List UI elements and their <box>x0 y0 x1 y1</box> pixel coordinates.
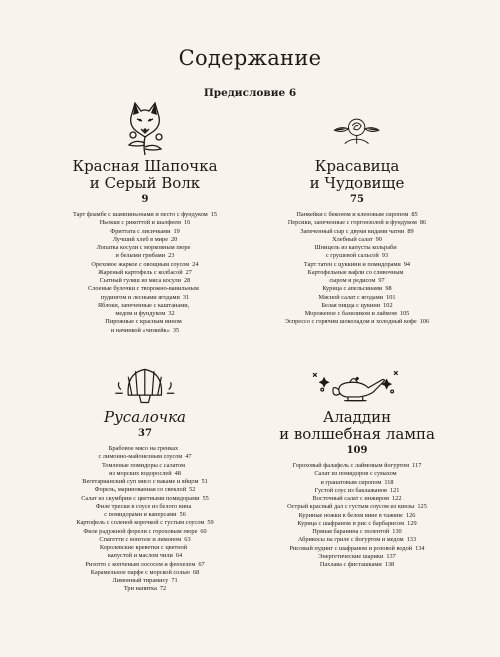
recipe-entry[interactable] <box>246 211 468 219</box>
recipe-entry[interactable] <box>34 445 256 453</box>
section-red-riding-hood <box>34 95 256 335</box>
recipe-entry[interactable] <box>246 302 468 310</box>
recipe-entry[interactable] <box>246 285 468 293</box>
recipe-page-number: 59 <box>207 519 214 527</box>
recipe-entry[interactable] <box>246 495 468 503</box>
section-title-line: и Серый Волк <box>89 174 201 192</box>
seashell-icon <box>108 362 182 408</box>
recipe-page-number: 134 <box>415 544 425 552</box>
recipe-page-number: 105 <box>399 310 410 317</box>
recipe-page-number: 101 <box>386 293 396 301</box>
recipe-entry[interactable] <box>34 252 256 260</box>
section-title-line: Русалочка <box>104 408 186 426</box>
recipe-entry[interactable] <box>34 519 256 527</box>
recipe-title: Рисовый пудинг с шафраном и розовой водой <box>289 544 413 552</box>
recipe-entry[interactable] <box>34 318 256 326</box>
recipe-page-number: 89 <box>407 227 414 235</box>
section-aladdin <box>246 358 468 569</box>
recipe-title: Лопатка косули с морковным пюре <box>96 244 191 251</box>
section-page-number: 109 <box>346 445 368 456</box>
recipe-title: Яблоки, запеченные с каштанами, <box>97 301 190 309</box>
recipe-title: Пахлава с фисташками <box>319 561 382 568</box>
recipe-title: Королевские креветки с цветной <box>99 544 188 551</box>
recipe-title: Ньокки с рикоттой и шалфеем <box>99 219 181 227</box>
recipe-title: Запеченный сыр с двумя видами чатни <box>300 227 405 235</box>
rose-icon <box>327 111 386 157</box>
section-little-mermaid <box>34 358 256 594</box>
recipe-page-number: 23 <box>168 252 175 260</box>
recipe-list <box>246 211 468 327</box>
recipe-page-number: 32 <box>168 310 175 317</box>
recipe-entry[interactable] <box>34 294 256 302</box>
recipe-entry[interactable] <box>246 244 468 252</box>
recipe-entry[interactable] <box>34 236 256 244</box>
recipe-title: с помидорами и каперсами <box>104 511 177 518</box>
recipe-title: Энергетические шарики <box>318 552 384 560</box>
recipe-title: Мясной салат с ягодами <box>318 293 384 301</box>
recipe-title: Салат из помидоров с сумахом <box>314 470 397 478</box>
recipe-page-number: 56 <box>179 511 186 518</box>
recipe-page-number: 48 <box>174 469 181 477</box>
recipe-title: Острый красный дал с густым соусом из кинзы <box>287 503 415 511</box>
recipe-page-number: 71 <box>171 577 178 584</box>
section-title-line: Красная Шапочка <box>72 157 218 175</box>
recipe-entry[interactable] <box>34 528 256 536</box>
recipe-title: Панкейки с беконом и кленовым сиропом <box>296 211 409 218</box>
recipe-entry[interactable] <box>34 327 256 335</box>
recipe-page-number: 68 <box>192 568 200 576</box>
recipe-entry[interactable] <box>34 470 256 478</box>
recipe-entry[interactable] <box>34 269 256 277</box>
section-page-number: 75 <box>350 194 364 205</box>
recipe-title: Брабовое мясо на гренках <box>108 445 179 452</box>
recipe-entry[interactable] <box>34 577 256 585</box>
recipe-entry[interactable] <box>246 236 468 244</box>
recipe-page-number: 15 <box>210 211 218 218</box>
recipe-entry[interactable] <box>34 310 256 318</box>
recipe-page-number: 118 <box>384 478 394 486</box>
recipe-page-number: 90 <box>375 235 382 243</box>
recipe-entry[interactable] <box>34 544 256 552</box>
recipe-title: Эспрессо с горячим шоколадом и холодный кофе <box>284 318 417 326</box>
recipe-page-number: 35 <box>172 326 180 334</box>
section-page-number: 37 <box>138 428 152 439</box>
recipe-page-number: 102 <box>383 301 393 309</box>
recipe-title: Мороженое с базиликом и лаймом <box>304 310 397 317</box>
section-title[interactable] <box>34 158 256 192</box>
recipe-page-number: 19 <box>173 227 180 235</box>
recipe-title: сыром и редисом <box>329 277 376 284</box>
recipe-entry[interactable] <box>34 302 256 310</box>
recipe-page-number: 31 <box>182 293 190 301</box>
recipe-title: и белыми грибами <box>115 252 166 260</box>
recipe-entry[interactable] <box>246 536 468 544</box>
recipe-title: Курица с апельсинами <box>322 285 383 293</box>
recipe-title: Форель, маринованная со свеклой <box>94 486 187 494</box>
recipe-page-number: 129 <box>407 519 417 527</box>
recipe-entry[interactable] <box>246 553 468 561</box>
recipe-entry[interactable] <box>34 552 256 560</box>
recipe-title: Фриттата с лисичками <box>110 227 171 235</box>
recipe-entry[interactable] <box>246 528 468 536</box>
magic-lamp-icon <box>302 362 412 408</box>
recipe-title: Карамельное парфе с морской солью <box>90 568 190 576</box>
page-title: Содержание <box>178 46 322 70</box>
recipe-page-number: 98 <box>385 285 392 293</box>
recipe-title: Ризотто с копченым лососем и фенхелем <box>85 560 196 568</box>
recipe-page-number: 67 <box>198 560 205 568</box>
recipe-entry[interactable] <box>34 219 256 227</box>
recipe-entry[interactable] <box>246 252 468 260</box>
section-title[interactable] <box>246 409 468 443</box>
recipe-entry[interactable] <box>246 269 468 277</box>
recipe-entry[interactable] <box>246 503 468 511</box>
recipe-title: из морских водорослей <box>109 469 172 477</box>
recipe-page-number: 27 <box>185 268 192 276</box>
recipe-entry[interactable] <box>34 261 256 269</box>
recipe-entry[interactable] <box>34 285 256 293</box>
wolf-head-flower-icon <box>105 95 185 157</box>
recipe-entry[interactable] <box>34 495 256 503</box>
recipe-entry[interactable] <box>246 545 468 553</box>
recipe-page-number: 125 <box>417 503 427 511</box>
recipe-entry[interactable] <box>34 511 256 519</box>
recipe-entry[interactable] <box>34 569 256 577</box>
recipe-title: медом и фундуком <box>115 310 166 317</box>
recipe-title: Сытный гуляш из мяса косули <box>99 277 182 284</box>
recipe-title: Слоеные булочки с творожно-ванильным <box>88 285 199 293</box>
recipe-entry[interactable] <box>246 470 468 478</box>
recipe-page-number: 126 <box>405 511 416 519</box>
recipe-entry[interactable] <box>246 228 468 236</box>
recipe-page-number: 47 <box>185 453 192 461</box>
recipe-title: Лимонный тирамису <box>112 577 169 584</box>
recipe-page-number: 51 <box>201 478 208 485</box>
recipe-title: Пирожные с красным вином <box>105 318 182 326</box>
recipe-entry[interactable] <box>34 486 256 494</box>
recipe-entry[interactable] <box>34 228 256 236</box>
section-title-line: и волшебная лампа <box>279 425 435 443</box>
recipe-title: пудингом и лесными ягодами <box>100 293 180 301</box>
recipe-page-number: 106 <box>419 318 430 326</box>
recipe-page-number: 64 <box>175 552 183 560</box>
recipe-entry[interactable] <box>34 478 256 486</box>
recipe-page-number: 28 <box>184 277 191 284</box>
recipe-entry[interactable] <box>34 585 256 593</box>
recipe-entry[interactable] <box>246 219 468 227</box>
recipe-entry[interactable] <box>34 503 256 511</box>
recipe-title: Филе трески в соусе из белого вина <box>95 502 192 510</box>
recipe-entry[interactable] <box>246 520 468 528</box>
recipe-entry[interactable] <box>34 453 256 461</box>
recipe-title: Лучший хлеб в мире <box>112 235 168 243</box>
recipe-page-number: 63 <box>184 535 191 543</box>
recipe-title: с лимонно-майонезным соусом <box>98 453 183 461</box>
preface-entry[interactable]: Предисловие 6 <box>203 87 297 99</box>
recipe-title: Картофельные вафли со сливочным <box>307 268 404 276</box>
recipe-list <box>34 445 256 594</box>
recipe-entry[interactable] <box>246 561 468 569</box>
section-title-line: и Чудовище <box>309 174 405 192</box>
recipe-title: Куриные ножки в белом вине в тажине <box>298 511 403 519</box>
recipe-title: Тарт татен с цуккини и помидорами <box>303 260 401 268</box>
recipe-entry[interactable] <box>34 462 256 470</box>
recipe-entry[interactable] <box>246 277 468 285</box>
section-title-line: Красавица <box>314 157 400 175</box>
recipe-title: капустой и маслом чили <box>107 552 173 560</box>
recipe-title: с грушевой сальсой <box>325 252 379 260</box>
recipe-title: Три напитка <box>123 585 157 593</box>
recipe-page-number: 121 <box>389 486 400 494</box>
recipe-page-number: 52 <box>189 486 196 494</box>
recipe-page-number: 122 <box>392 495 402 502</box>
recipe-title: Жареный картофель с колбасой <box>98 268 183 276</box>
section-beauty-and-beast <box>246 95 468 327</box>
recipe-entry[interactable] <box>246 462 468 470</box>
recipe-title: Абрикосы на гриле с йогуртом и медом <box>297 536 404 544</box>
recipe-page-number: 16 <box>183 219 191 227</box>
recipe-entry[interactable] <box>246 512 468 520</box>
recipe-list <box>34 211 256 335</box>
recipe-entry[interactable] <box>246 479 468 487</box>
recipe-entry[interactable] <box>246 318 468 326</box>
recipe-page-number: 55 <box>202 494 209 502</box>
recipe-page-number: 130 <box>392 528 402 535</box>
recipe-page-number: 93 <box>381 252 389 260</box>
recipe-page-number: 97 <box>378 277 385 284</box>
recipe-title: Восточный салат с инжиром <box>312 495 390 502</box>
recipe-title: Белая пицца с цукини <box>321 301 381 309</box>
recipe-page-number: 138 <box>384 561 395 568</box>
recipe-page-number: 133 <box>406 536 417 544</box>
recipe-page-number: 85 <box>411 211 418 218</box>
recipe-title: Томленые помидоры с салатом <box>102 461 185 469</box>
recipe-title: Вегетарианский суп мисо с вакаме и яйцом <box>82 478 199 485</box>
recipe-entry[interactable] <box>34 561 256 569</box>
recipe-page-number: 137 <box>386 552 396 560</box>
section-title-line: Аладдин <box>322 408 392 426</box>
section-title[interactable] <box>246 158 468 192</box>
recipe-title: Тарт фламбе с шампиньонами и песто с фундуком <box>72 211 208 218</box>
recipe-title: Ореховое жаркое с овощным соусом <box>91 260 190 268</box>
section-title[interactable] <box>34 409 256 426</box>
recipe-entry[interactable] <box>246 487 468 495</box>
recipe-page-number: 24 <box>192 260 199 268</box>
recipe-list <box>246 462 468 569</box>
recipe-entry[interactable] <box>246 261 468 269</box>
recipe-title: Курица с шафраном и рис с барбарисом <box>297 519 405 527</box>
recipe-title: Гороховый фалафель с лаймовым йогуртом <box>292 462 410 469</box>
section-page-number: 9 <box>141 194 149 205</box>
recipe-page-number: 117 <box>412 462 422 469</box>
recipe-page-number: 86 <box>419 219 427 227</box>
recipe-title: Персики, запеченные с горгонзолой и фундуком <box>287 219 417 227</box>
recipe-title: Густой соус из баклажанов <box>314 486 387 494</box>
recipe-title: Картофель с соленой корочкой с густым соусом <box>76 519 205 527</box>
recipe-page-number: 60 <box>200 527 207 535</box>
recipe-entry[interactable] <box>34 536 256 544</box>
recipe-title: и начинкой «чизкейк» <box>110 326 170 334</box>
recipe-page-number: 72 <box>159 585 167 593</box>
recipe-title: Хлебный салат <box>332 235 373 243</box>
recipe-title: Спагетти с вонголе и лимоном <box>99 535 182 543</box>
recipe-title: и гранатовым сиропом <box>320 478 382 486</box>
recipe-entry[interactable] <box>246 294 468 302</box>
recipe-page-number: 94 <box>403 260 411 268</box>
recipe-title: Салат из скумбрии с цветными помидорами <box>81 494 200 502</box>
recipe-entry[interactable] <box>246 310 468 318</box>
recipe-entry[interactable] <box>34 211 256 219</box>
recipe-page-number: 20 <box>171 235 178 243</box>
recipe-entry[interactable] <box>34 244 256 252</box>
recipe-title: Филе радужной форели с гороховым пюре <box>83 527 198 535</box>
recipe-title: Шницель из капусты кольраби <box>314 244 397 251</box>
recipe-title: Пряная баранина с полентой <box>312 528 390 535</box>
recipe-entry[interactable] <box>34 277 256 285</box>
